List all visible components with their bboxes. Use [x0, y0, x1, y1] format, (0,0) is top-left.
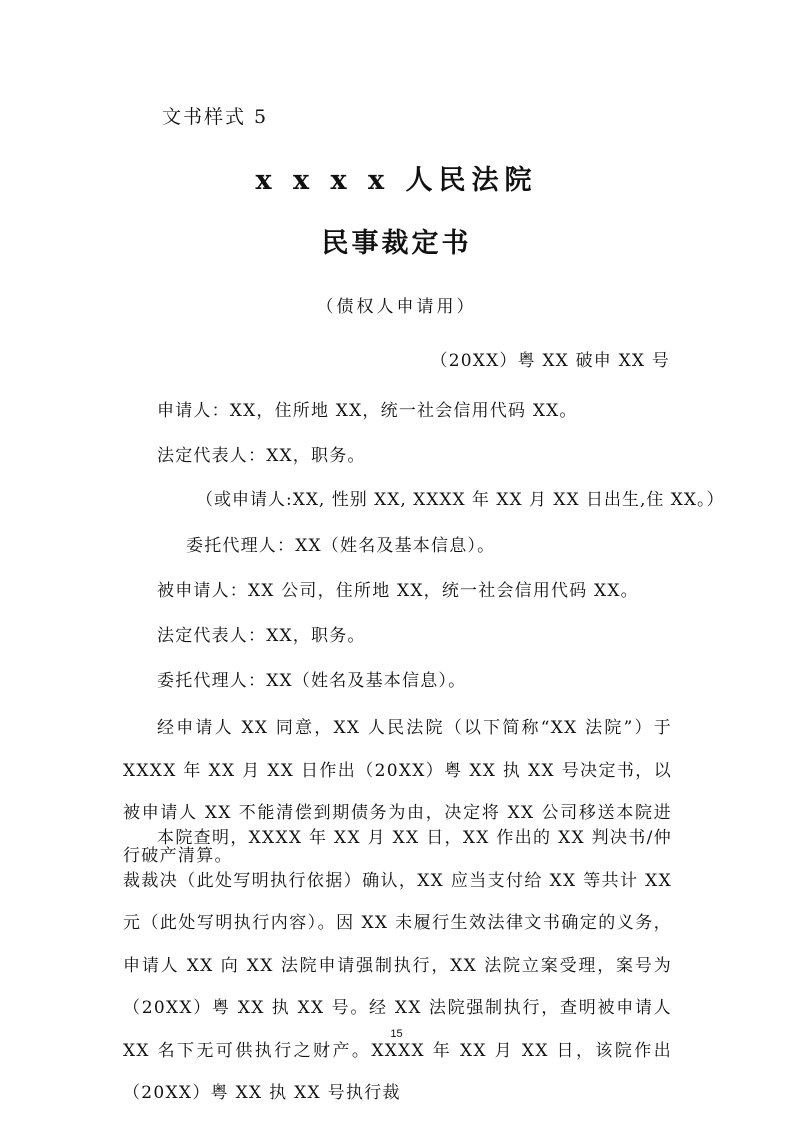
respondent-agent-line: 委托代理人：XX（姓名及基本信息）。 [157, 671, 467, 691]
document-style-label: 文书样式 5 [162, 106, 269, 128]
applicant-agent-line: 委托代理人：XX（姓名及基本信息）。 [186, 536, 496, 556]
page-number: 15 [390, 1028, 403, 1040]
document-subtype: （债权人申请用） [316, 297, 477, 317]
paragraph-court-findings: 本院查明，XXXX 年 XX 月 XX 日，XX 作出的 XX 判决书/仲裁裁决（此处写明执行依据）确认，XX 应当支付给 XX 等共计 XX 元（此处写明执行内容）。因 XX 未履行生效法律文书确定的义务，申请人 XX 向 XX 法院申请强制执行，XX 法院立案受理，案号为（20XX）粤 XX 执 XX 号。经 XX 法院强制执行，查明被申请人 XX 名下无可供执行之财产。XXXX 年 XX 月 XX 日，该院作出（20XX）粤 XX 执 XX 号执行裁 [123, 828, 672, 1103]
document-type-title: 民事裁定书 [321, 228, 472, 259]
applicant-line: 申请人：XX，住所地 XX，统一社会信用代码 XX。 [157, 401, 578, 421]
applicant-representative-line: 法定代表人：XX，职务。 [157, 446, 366, 466]
respondent-representative-line: 法定代表人：XX，职务。 [157, 626, 366, 646]
case-number: （20XX）粤 XX 破申 XX 号 [430, 351, 670, 371]
paragraph-transfer-decision: 经申请人 XX 同意，XX 人民法院（以下简称“XX 法院”）于 XXXX 年 XX 月 XX 日作出（20XX）粤 XX 执 XX 号决定书，以被申请人 XX 不能清偿到期债务为由，决定将 XX 公司移送本院进行破产清算。 [123, 718, 672, 866]
court-name-title: x x x x 人民法院 [255, 165, 538, 196]
applicant-alternative-line: （或申请人:XX, 性别 XX, XXXX 年 XX 月 XX 日出生,住 XX。） [196, 490, 725, 510]
respondent-line: 被申请人：XX 公司，住所地 XX，统一社会信用代码 XX。 [157, 581, 639, 601]
